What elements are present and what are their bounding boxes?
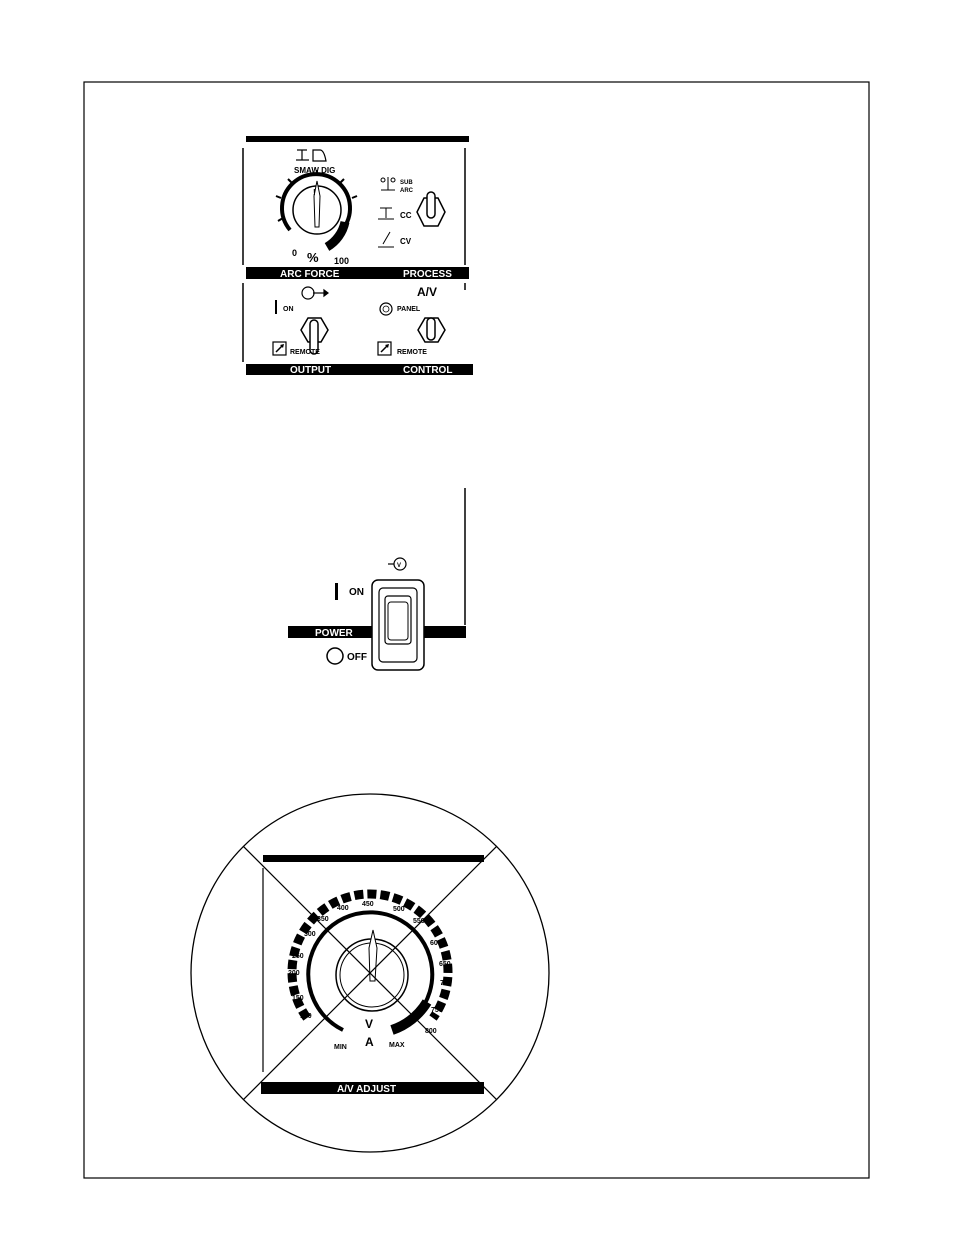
av-scale-650: 650 <box>439 961 451 968</box>
power-rocker-switch[interactable] <box>372 580 424 670</box>
process-option-cc: CC <box>400 211 412 220</box>
arc-force-scale-min: 0 <box>292 248 298 258</box>
power-voltage-icon <box>388 558 406 570</box>
av-scale-200: 200 <box>288 970 300 977</box>
smaw-dig-icon <box>296 150 326 161</box>
arc-force-label: ARC FORCE <box>280 269 340 280</box>
cv-icon <box>378 232 394 247</box>
arc-force-dial[interactable] <box>276 170 357 247</box>
av-scale-450: 450 <box>362 901 374 908</box>
av-scale-350: 350 <box>317 916 329 923</box>
power-label: POWER <box>315 628 353 639</box>
panel-knob-icon <box>380 303 392 315</box>
av-scale-500: 500 <box>393 906 405 913</box>
output-contactor-icon <box>302 287 328 299</box>
process-label: PROCESS <box>403 269 452 280</box>
av-unit-a: A <box>365 1035 374 1049</box>
av-adjust-dial[interactable] <box>292 894 448 1032</box>
output-on-label: ON <box>283 306 294 313</box>
power-on-label: ON <box>349 587 364 598</box>
av-scale-750: 750 <box>431 1007 443 1014</box>
process-option-sub-arc-2: ARC <box>400 188 413 194</box>
av-scale-250: 250 <box>292 953 304 960</box>
prohibition-cross <box>191 794 549 1152</box>
av-scale-700: 700 <box>440 980 452 987</box>
av-adjust-label: A/V ADJUST <box>337 1084 397 1095</box>
av-scale-600: 600 <box>430 940 442 947</box>
av-scale-400: 400 <box>337 905 349 912</box>
av-scale-550: 550 <box>413 918 425 925</box>
av-unit-v: V <box>365 1017 374 1031</box>
process-toggle-switch[interactable] <box>417 192 445 226</box>
arc-force-scale-unit: % <box>307 250 319 265</box>
arc-force-scale-max: 100 <box>334 256 350 266</box>
av-min-label: MIN <box>334 1044 347 1051</box>
av-scale-100: 100 <box>300 1013 312 1020</box>
power-off-label: OFF <box>347 652 367 663</box>
av-scale-800: 800 <box>425 1028 437 1035</box>
av-scale-300: 300 <box>304 931 316 938</box>
arc-force-mode-label: SMAW DIG <box>294 166 336 175</box>
power-switch-panel <box>288 488 466 670</box>
control-toggle-switch[interactable] <box>418 318 445 342</box>
power-voltage-symbol: V <box>397 563 402 569</box>
output-remote-label: REMOTE <box>290 349 320 356</box>
av-scale-150: 150 <box>292 995 304 1002</box>
power-off-indicator <box>327 648 343 664</box>
output-on-indicator <box>275 300 277 314</box>
page-frame <box>84 82 869 1178</box>
control-label: CONTROL <box>403 365 453 376</box>
sub-arc-icon <box>381 177 395 190</box>
av-max-label: MAX <box>389 1042 405 1049</box>
control-panel-label: PANEL <box>397 306 421 313</box>
power-on-indicator <box>335 583 338 600</box>
cc-icon <box>378 208 394 219</box>
process-option-cv: CV <box>400 237 412 246</box>
control-header: A/V <box>417 285 438 299</box>
control-remote-label: REMOTE <box>397 349 427 356</box>
av-adjust-panel <box>191 794 549 1152</box>
process-option-sub-arc: SUB <box>400 180 413 186</box>
top-control-panel <box>243 136 473 376</box>
output-label: OUTPUT <box>290 365 332 376</box>
svg-text:!: ! <box>313 188 316 197</box>
output-remote-icon <box>273 342 286 355</box>
control-remote-icon <box>378 342 391 355</box>
